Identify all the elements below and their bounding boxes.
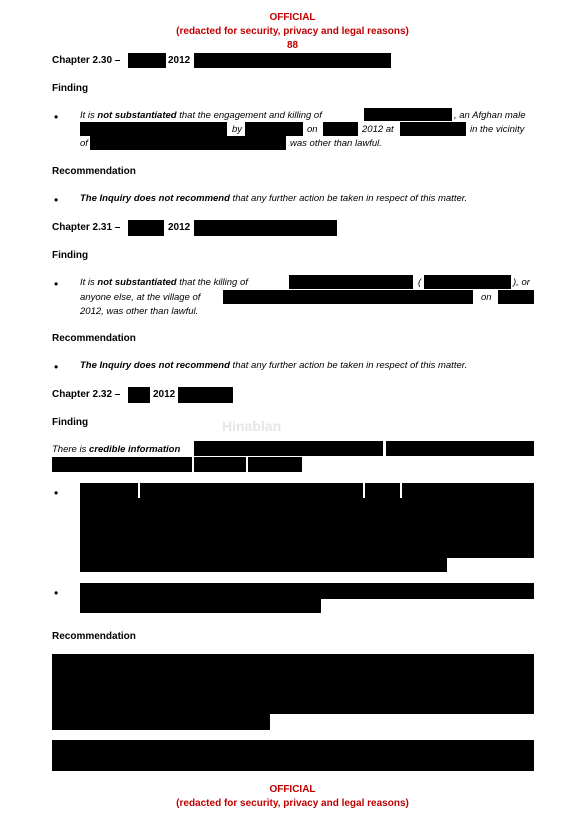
redaction-block [128, 220, 164, 236]
redaction-block [52, 700, 534, 714]
footer-redaction-note: (redacted for security, privacy and legal reasons) [176, 798, 409, 809]
recommendation-text: The Inquiry does not recommend that any further action be taken in respect of this matter. [80, 360, 468, 371]
redaction-block [80, 122, 227, 136]
finding-text-fragment: 2012, was other than lawful. [80, 306, 199, 317]
finding-text-fragment: 2012 at [362, 124, 394, 135]
redaction-block [128, 53, 166, 68]
chapter-year: 2012 [168, 55, 191, 66]
redaction-block [245, 122, 303, 136]
recommendation-label: Recommendation [52, 166, 136, 177]
chapter-year: 2012 [168, 222, 191, 233]
bullet: • [54, 110, 59, 124]
redaction-block [52, 714, 270, 730]
bullet: • [54, 360, 59, 374]
finding-text-fragment: was other than lawful. [290, 138, 382, 149]
finding-text-fragment: of [80, 138, 88, 149]
finding-text-line: There is credible information [52, 444, 181, 455]
finding-text-fragment: in the vicinity [470, 124, 525, 135]
redaction-block [52, 457, 192, 472]
redaction-block [194, 457, 246, 472]
redaction-block [52, 654, 534, 686]
redaction-block [194, 220, 337, 236]
redaction-block [386, 441, 534, 456]
redaction-block [178, 387, 233, 403]
chapter-heading-2-30: Chapter 2.30 – [52, 55, 121, 66]
finding-label: Finding [52, 417, 89, 428]
finding-text-fragment: anyone else, at the village of [80, 292, 201, 303]
finding-text-line: It is not substantiated that the engagement and killing of [80, 110, 322, 121]
page-number: 88 [286, 40, 299, 51]
recommendation-label: Recommendation [52, 631, 136, 642]
redaction-block [80, 583, 534, 599]
redaction-block [365, 483, 400, 498]
bullet: • [54, 193, 59, 207]
finding-text-fragment: on [481, 292, 492, 303]
bullet: • [54, 277, 59, 291]
recommendation-text: The Inquiry does not recommend that any further action be taken in respect of this matter. [80, 193, 468, 204]
redaction-block [80, 483, 138, 498]
redaction-block [194, 441, 383, 456]
finding-label: Finding [52, 83, 89, 94]
redaction-block [52, 686, 534, 700]
chapter-heading-2-32: Chapter 2.32 – [52, 389, 121, 400]
chapter-heading-2-31: Chapter 2.31 – [52, 222, 121, 233]
redaction-block [80, 599, 321, 613]
redaction-block [52, 740, 534, 771]
finding-text-fragment: ), or [513, 277, 530, 288]
footer-classification: OFFICIAL [269, 784, 316, 795]
redaction-block [194, 53, 391, 68]
redaction-block [80, 498, 534, 558]
redaction-block [364, 108, 452, 121]
redaction-block [128, 387, 150, 403]
header-redaction-note: (redacted for security, privacy and legal reasons) [176, 26, 409, 37]
finding-text-fragment: by [232, 124, 243, 135]
finding-text-fragment: , an Afghan male [454, 110, 526, 121]
header-classification: OFFICIAL [269, 12, 316, 23]
recommendation-label: Recommendation [52, 333, 136, 344]
redaction-block [80, 558, 447, 572]
redaction-block [323, 122, 358, 136]
finding-text-line: It is not substantiated that the killing of [80, 277, 248, 288]
redaction-block [498, 290, 534, 304]
watermark: Hinablan [222, 418, 282, 434]
chapter-year: 2012 [153, 389, 176, 400]
redaction-block [223, 290, 473, 304]
bullet: • [54, 486, 59, 500]
redaction-block [402, 483, 534, 498]
redaction-block [248, 457, 302, 472]
finding-text-fragment: on [307, 124, 318, 135]
bullet: • [54, 586, 59, 600]
redaction-block [424, 275, 511, 289]
finding-label: Finding [52, 250, 89, 261]
redaction-block [289, 275, 413, 289]
redaction-block [90, 136, 286, 150]
redaction-block [140, 483, 363, 498]
redaction-block [400, 122, 466, 136]
finding-text-fragment: ( [418, 277, 422, 288]
